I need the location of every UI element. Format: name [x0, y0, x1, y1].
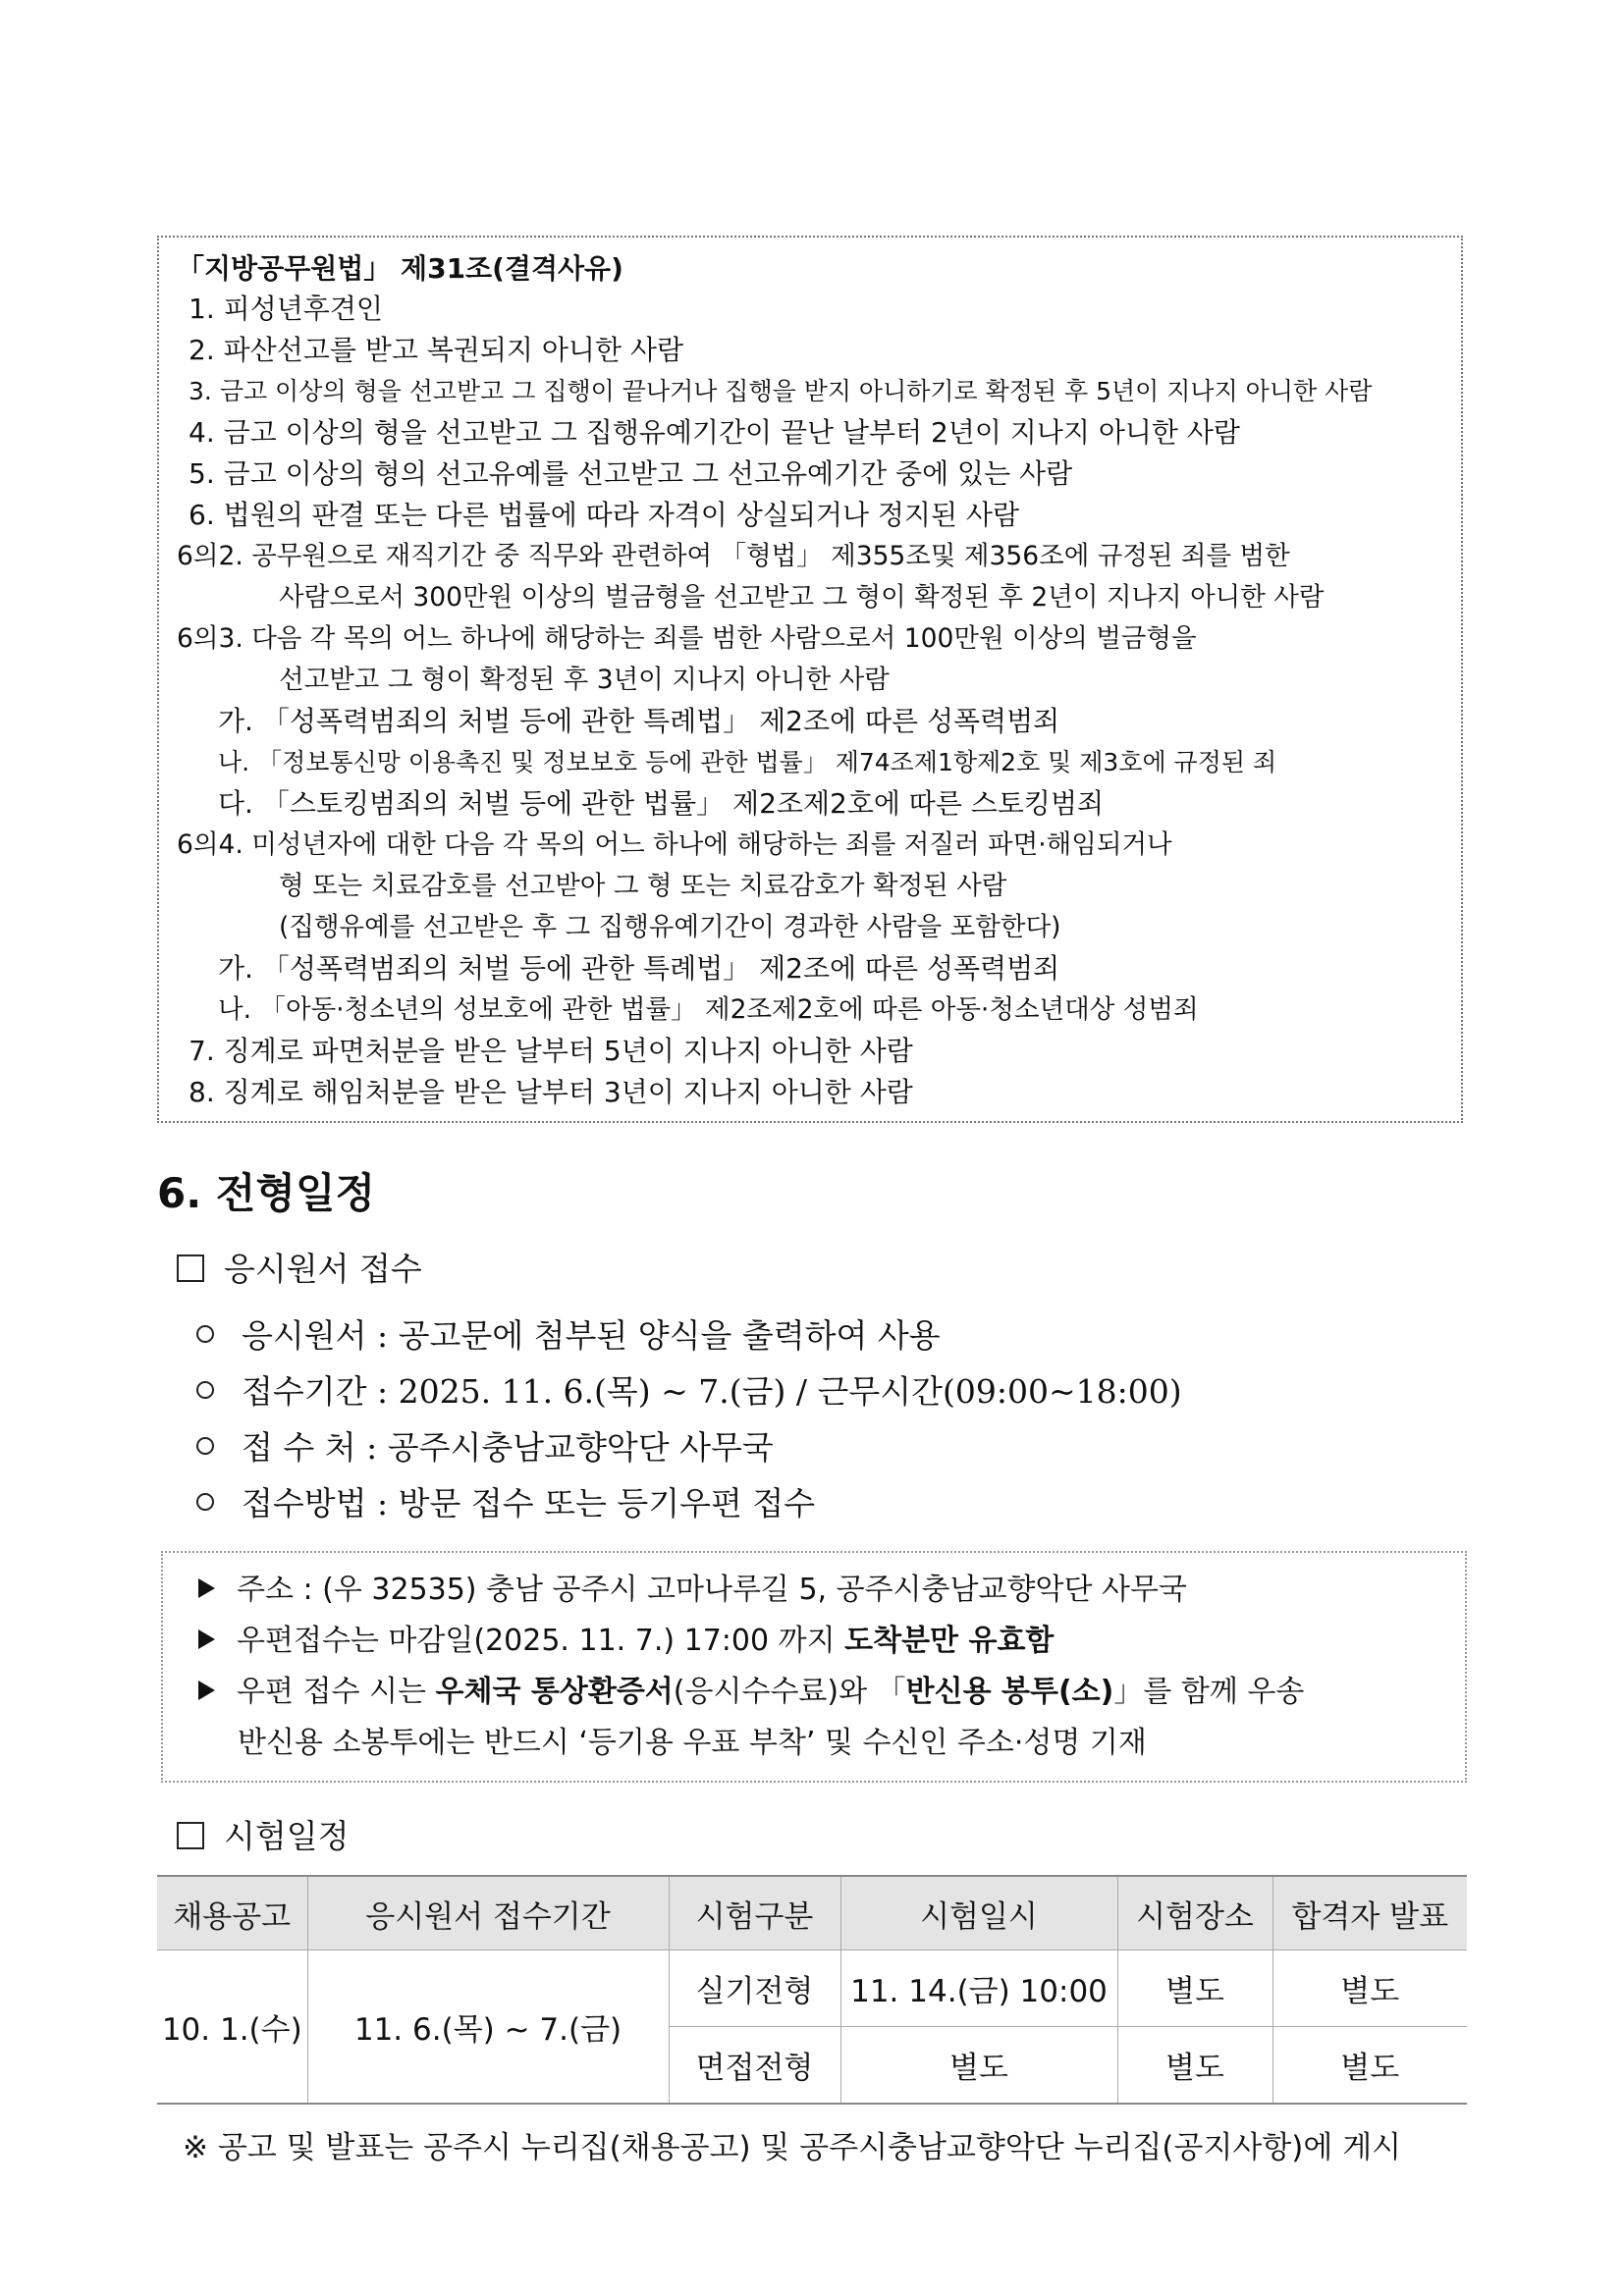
circle-bullet-icon: [196, 1325, 214, 1343]
column-header: 채용공고: [157, 1876, 307, 1950]
law-subitem: 가. 「성폭력범죄의 처벌 등에 관한 특례법」 제2조에 따른 성폭력범죄: [218, 705, 1060, 737]
law-item-continuation: (집행유예를 선고받은 후 그 집행유예기간이 경과한 사람을 포함한다): [279, 912, 1061, 942]
column-header: 시험장소: [1117, 1876, 1272, 1950]
application-period-cell: 11. 6.(목) ~ 7.(금): [307, 1950, 669, 2105]
law-excerpt-box: [157, 236, 1463, 1123]
law-subitem: 나. 「정보통신망 이용촉진 및 정보보호 등에 관한 법률」 제74조제1항제2호 및 제3호에 규정된 죄: [218, 748, 1277, 776]
law-subitem: 다. 「스토킹범죄의 처벌 등에 관한 법률」 제2조제2호에 따른 스토킹범죄: [218, 787, 1105, 820]
exam-type-cell: 실기전형: [669, 1950, 840, 2027]
exam-type-cell: 면접전형: [669, 2027, 840, 2105]
exam-place-cell: 별도: [1117, 2027, 1272, 2105]
law-item: 8. 징계로 해임처분을 받은 날부터 3년이 지나지 아니한 사람: [189, 1076, 913, 1108]
exam-datetime-cell: 11. 14.(금) 10:00: [840, 1950, 1117, 2027]
law-item: 1. 피성년후견인: [189, 293, 383, 325]
exam-heading: 시험일정: [177, 1814, 350, 1859]
column-header: 합격자 발표: [1272, 1876, 1467, 1950]
law-item: 7. 징계로 파면처분을 받은 날부터 5년이 지나지 아니한 사람: [189, 1035, 913, 1067]
result-date-cell: 별도: [1272, 2027, 1467, 2105]
exam-schedule-table: [157, 1875, 1467, 2105]
law-item: 6의4. 미성년자에 대한 다음 각 목의 어느 하나에 해당하는 죄를 저질러 파면·해임되거나: [177, 829, 1172, 860]
triangle-bullet-icon: [198, 1629, 215, 1649]
notice-line: 주소 : (우 32535) 충남 공주시 고마나루길 5, 공주시충남교향악단 사무국: [198, 1565, 1465, 1616]
circle-bullet-icon: [196, 1381, 214, 1399]
triangle-bullet-icon: [198, 1578, 215, 1598]
law-item: 3. 금고 이상의 형을 선고받고 그 집행이 끝나거나 집행을 받지 아니하기로 확정된 후 5년이 지나지 아니한 사람: [189, 377, 1373, 405]
announce-date-cell: 10. 1.(수): [157, 1950, 307, 2105]
mail-notice-box: [161, 1551, 1467, 1783]
application-bullets: [196, 1308, 1182, 1531]
law-item: 6의3. 다음 각 목의 어느 하나에 해당하는 죄를 범한 사람으로서 100만원 이상의 벌금형을: [177, 623, 1197, 654]
bullet-item: 접수기간 : 2025. 11. 6.(목) ~ 7.(금) / 근무시간(09:00~18:00): [196, 1363, 1182, 1419]
application-heading: 응시원서 접수: [177, 1247, 422, 1292]
table-row: [157, 1950, 1467, 2027]
triangle-bullet-icon: [198, 1681, 215, 1700]
law-item: 5. 금고 이상의 형의 선고유예를 선고받고 그 선고유예기간 중에 있는 사람: [189, 457, 1073, 490]
notice-line: 반신용 소봉투에는 반드시 ‘등기용 우표 부착’ 및 수신인 주소·성명 기재: [238, 1726, 1147, 1760]
table-header-row: [157, 1876, 1467, 1950]
law-title: 「지방공무원법」 제31조(결격사유): [177, 252, 623, 285]
square-bullet-icon: [177, 1255, 204, 1282]
square-bullet-icon: [177, 1822, 204, 1849]
law-item: 2. 파산선고를 받고 복권되지 아니한 사람: [189, 334, 683, 366]
law-item: 6의2. 공무원으로 재직기간 중 직무와 관련하여 「형법」 제355조및 제356조에 규정된 죄를 범한: [177, 541, 1290, 571]
law-subitem: 나. 「아동·청소년의 성보호에 관한 법률」 제2조제2호에 따른 아동·청소년대상 성범죄: [218, 994, 1199, 1025]
law-subitem: 가. 「성폭력범죄의 처벌 등에 관한 특례법」 제2조에 따른 성폭력범죄: [218, 952, 1060, 985]
notice-line: 우편접수는 마감일(2025. 11. 7.) 17:00 까지 도착분만 유효함: [198, 1616, 1465, 1667]
circle-bullet-icon: [196, 1493, 214, 1511]
notice-line: 우편 접수 시는 우체국 통상환증서(응시수수료)와 「반신용 봉투(소)」를 함께 우송: [198, 1667, 1465, 1718]
result-date-cell: 별도: [1272, 1950, 1467, 2027]
exam-datetime-cell: 별도: [840, 2027, 1117, 2105]
bullet-item: 응시원서 : 공고문에 첨부된 양식을 출력하여 사용: [196, 1308, 1182, 1363]
footnote: ※ 공고 및 발표는 공주시 누리집(채용공고) 및 공주시충남교향악단 누리집(공지사항)에 게시: [183, 2130, 1402, 2165]
column-header: 시험구분: [669, 1876, 840, 1950]
bullet-item: 접수방법 : 방문 접수 또는 등기우편 접수: [196, 1475, 1182, 1531]
bullet-item: 접 수 처 : 공주시충남교향악단 사무국: [196, 1419, 1182, 1475]
column-header: 시험일시: [840, 1876, 1117, 1950]
law-item-continuation: 형 또는 치료감호를 선고받아 그 형 또는 치료감호가 확정된 사람: [279, 871, 1007, 901]
law-item: 6. 법원의 판결 또는 다른 법률에 따라 자격이 상실되거나 정지된 사람: [189, 499, 1020, 531]
law-item-continuation: 선고받고 그 형이 확정된 후 3년이 지나지 아니한 사람: [279, 665, 890, 695]
section-title: 6. 전형일정: [157, 1169, 376, 1217]
law-item-continuation: 사람으로서 300만원 이상의 벌금형을 선고받고 그 형이 확정된 후 2년이 지나지 아니한 사람: [279, 582, 1325, 613]
circle-bullet-icon: [196, 1437, 214, 1455]
column-header: 응시원서 접수기간: [307, 1876, 669, 1950]
exam-place-cell: 별도: [1117, 1950, 1272, 2027]
law-item: 4. 금고 이상의 형을 선고받고 그 집행유예기간이 끝난 날부터 2년이 지나지 아니한 사람: [189, 416, 1240, 449]
